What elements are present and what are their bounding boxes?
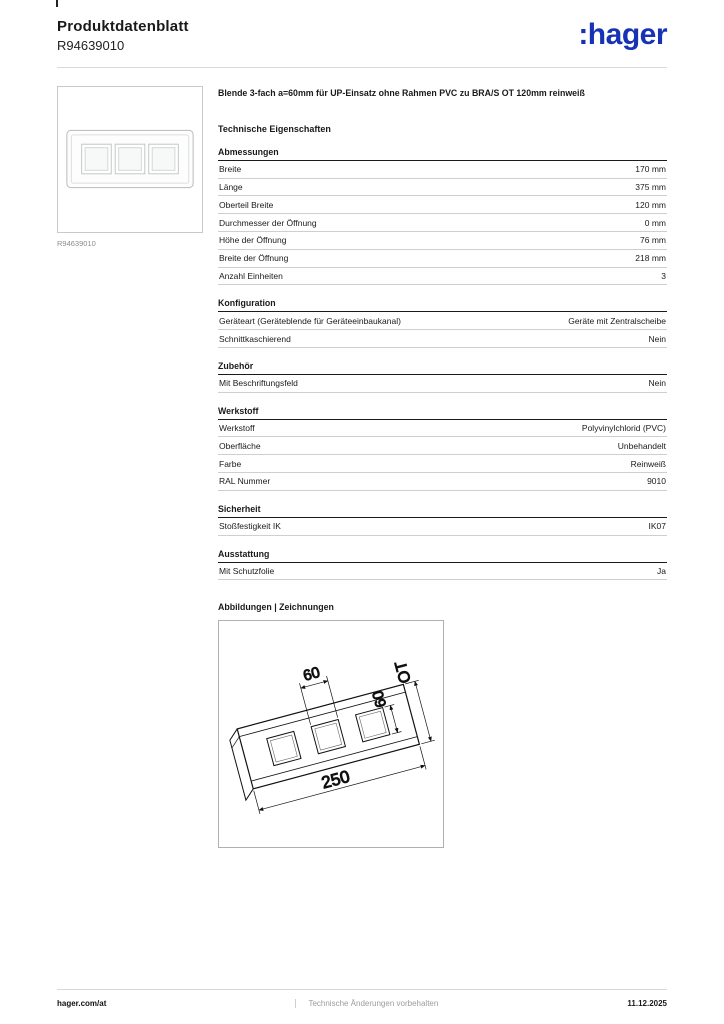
spec-row bbox=[218, 330, 667, 348]
spec-label: Anzahl Einheiten bbox=[219, 270, 283, 281]
right-column bbox=[218, 86, 667, 848]
doc-title: Produktdatenblatt bbox=[57, 18, 189, 35]
section-heading: Sicherheit bbox=[218, 504, 667, 518]
spec-section-ausstattung bbox=[218, 549, 667, 581]
footer-notice: Technische Änderungen vorbehalten bbox=[295, 999, 438, 1008]
section-heading: Ausstattung bbox=[218, 549, 667, 563]
spec-value: Polyvinylchlorid (PVC) bbox=[581, 423, 666, 434]
spec-row bbox=[218, 437, 667, 455]
footer-center bbox=[106, 999, 627, 1008]
spec-value: 218 mm bbox=[635, 253, 666, 264]
spec-label: Stoßfestigkeit IK bbox=[219, 521, 281, 532]
footer-date: 11.12.2025 bbox=[627, 999, 667, 1008]
content bbox=[0, 68, 724, 848]
spec-value: Nein bbox=[648, 333, 666, 344]
spec-row bbox=[218, 232, 667, 250]
dim-opening-height-label: 60 bbox=[369, 689, 391, 710]
product-description: Blende 3-fach a=60mm für UP-Einsatz ohne Rahmen PVC zu BRA/S OT 120mm reinweiß bbox=[218, 88, 585, 98]
spec-value: 3 bbox=[661, 270, 666, 281]
spec-row bbox=[218, 375, 667, 393]
spec-label: Werkstoff bbox=[219, 423, 255, 434]
drawings-heading: Abbildungen | Zeichnungen bbox=[218, 602, 334, 613]
spec-value: 120 mm bbox=[635, 199, 666, 210]
product-image bbox=[57, 86, 203, 233]
spec-row bbox=[218, 214, 667, 232]
spec-label: Länge bbox=[219, 182, 243, 193]
spec-value: 0 mm bbox=[644, 217, 666, 228]
spec-value: 76 mm bbox=[640, 235, 666, 246]
spec-row bbox=[218, 473, 667, 491]
spec-section-konfiguration bbox=[218, 298, 667, 348]
spec-row bbox=[218, 420, 667, 438]
hager-logo: :hager bbox=[578, 18, 667, 51]
section-heading: Zubehör bbox=[218, 361, 667, 375]
spec-row bbox=[218, 268, 667, 286]
header-titles bbox=[57, 18, 189, 53]
spec-label: Breite bbox=[219, 164, 242, 175]
spec-label: Schnittkaschierend bbox=[219, 333, 291, 344]
spec-row bbox=[218, 518, 667, 536]
spec-value: Ja bbox=[657, 565, 666, 576]
spec-label: Durchmesser der Öffnung bbox=[219, 217, 317, 228]
spec-label: RAL Nummer bbox=[219, 476, 271, 487]
spec-value: Reinweiß bbox=[630, 458, 666, 469]
spec-value: 170 mm bbox=[635, 164, 666, 175]
dim-top-part-label: OT bbox=[392, 659, 415, 686]
spec-label: Breite der Öffnung bbox=[219, 253, 289, 264]
footer-site-link[interactable]: hager.com/at bbox=[57, 999, 107, 1008]
spec-label: Oberfläche bbox=[219, 440, 261, 451]
left-column bbox=[57, 86, 203, 848]
spec-row bbox=[218, 179, 667, 197]
doc-number: R94639010 bbox=[57, 38, 125, 53]
dim-opening-width-label: 60 bbox=[301, 664, 322, 686]
spec-row bbox=[218, 563, 667, 581]
spec-section-werkstoff bbox=[218, 406, 667, 491]
spec-value: 9010 bbox=[647, 476, 666, 487]
spec-label: Mit Schutzfolie bbox=[219, 565, 275, 576]
spec-row bbox=[218, 250, 667, 268]
spec-value: Unbehandelt bbox=[617, 440, 666, 451]
spec-label: Farbe bbox=[219, 458, 242, 469]
header bbox=[0, 0, 724, 53]
spec-row bbox=[218, 196, 667, 214]
spec-section-sicherheit bbox=[218, 504, 667, 536]
spec-row bbox=[218, 455, 667, 473]
spec-value: Nein bbox=[648, 378, 666, 389]
product-frame-graphic bbox=[58, 87, 202, 232]
product-image-caption: R94639010 bbox=[57, 239, 96, 248]
spec-value: 375 mm bbox=[635, 182, 666, 193]
spec-label: Oberteil Breite bbox=[219, 199, 274, 210]
section-heading: Konfiguration bbox=[218, 298, 667, 312]
dim-length-label: 250 bbox=[319, 767, 352, 793]
technical-drawing-graphic bbox=[219, 621, 443, 847]
technical-drawing bbox=[218, 620, 444, 848]
section-heading: Werkstoff bbox=[218, 406, 667, 420]
crop-mark bbox=[56, 0, 58, 7]
spec-row bbox=[218, 312, 667, 330]
spec-section-zubehoer bbox=[218, 361, 667, 393]
spec-section-abmessungen bbox=[218, 147, 667, 285]
spec-label: Geräteart (Geräteblende für Geräteeinbaukanal) bbox=[219, 315, 401, 326]
spec-value: IK07 bbox=[648, 521, 666, 532]
spec-value: Geräte mit Zentralscheibe bbox=[568, 315, 666, 326]
footer bbox=[57, 989, 667, 1008]
section-heading: Abmessungen bbox=[218, 147, 667, 161]
tech-eigenschaften-heading: Technische Eigenschaften bbox=[218, 123, 331, 134]
spec-label: Höhe der Öffnung bbox=[219, 235, 287, 246]
spec-label: Mit Beschriftungsfeld bbox=[219, 378, 298, 389]
spec-row bbox=[218, 161, 667, 179]
